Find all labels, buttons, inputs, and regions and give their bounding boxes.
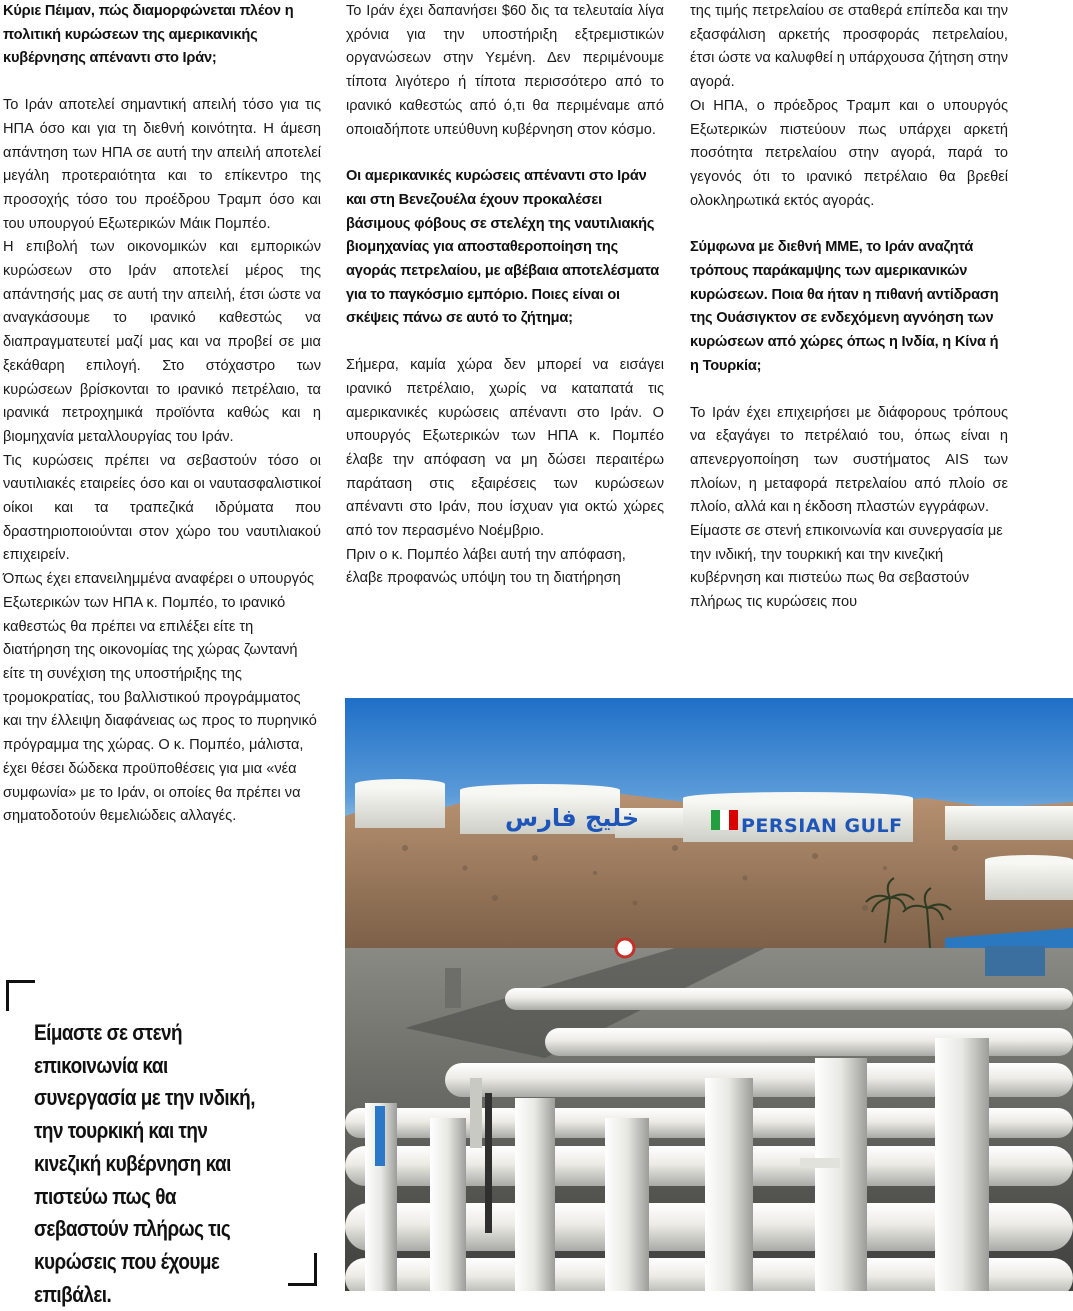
tank-label-farsi: خلیج فارس	[505, 804, 640, 832]
answer-paragraph: Η επιβολή των οικονομικών και εμπορικών κυρώσεων στο Ιράν αποτελεί μέρος της απάντησής μας σε αυτή την απειλή, έτσι ώστε να αναγκάσουμε το ιρανικό καθεστώς να διαπραγματευτεί μαζί μας και να προβεί σε μια ξεκάθαρη επιλογή. Στο στόχαστρο των κυρώσεων βρίσκονται το ιρανικό πετρέλαιο, τα ιρανικά πετροχημικά προϊόντα καθώς και η βιομηχανία μεταλλουργίας του Ιράν.	[3, 239, 321, 445]
oil-terminal-photo	[345, 698, 1073, 1291]
answer-paragraph: Σήμερα, καμία χώρα δεν μπορεί να εισάγει ιρανικό πετρέλαιο, χωρίς να καταπατά τις αμερικανικές κυρώσεις απέναντι στο Ιράν. Ο υπουργός Εξωτερικών των ΗΠΑ κ. Πομπέο έλαβε την απόφαση να μη δώσει περαιτέρω παράταση στις εξαιρέσεις των κυρώσεων απέναντι στο Ιράν, που ίσχυαν για οκτώ χώρες από τον περασμένο Νοέμβριο.	[346, 357, 664, 540]
article-column-2	[346, 0, 664, 591]
quote-corner-bottom-right	[288, 1253, 317, 1286]
answer-paragraph: της τιμής πετρελαίου σε σταθερά επίπεδα και την εξασφάλιση αρκετής προσφοράς πετρελαίου, έτσι ώστε να καλυφθεί η υπάρχουσα ζήτηση στην αγορά.	[690, 3, 1008, 91]
answer-paragraph: Το Ιράν έχει δαπανήσει $60 δις τα τελευταία λίγα χρόνια για την υποστήριξη εξτρεμιστικών οργανώσεων στην Υεμένη. Δεν περιμένουμε τίποτα λιγότερο ή τίποτα περισσότερο από το ιρανικό καθεστώς από ό,τι θα περιμέναμε από οποιαδήποτε υπεύθυνη κυβέρνηση στον κόσμο.	[346, 3, 664, 138]
interview-question-2: Οι αμερικανικές κυρώσεις απέναντι στο Ιράν και στη Βενεζουέλα έχουν προκαλέσει βάσιμους φόβους σε στελέχη της ναυτιλιακής βιομηχανίας για αποσταθεροποίηση της αγοράς πετρελαίου, με αβέβαια αποτελέσματα για το παγκόσμιο εμπόριο. Ποιες είναι οι σκέψεις πάνω σε αυτό το ζήτημα;	[346, 168, 659, 327]
answer-paragraph: Όπως έχει επανειλημμένα αναφέρει ο υπουργός Εξωτερικών των ΗΠΑ κ. Πομπέο, το ιρανικό καθεστώς θα πρέπει να επιλέξει είτε τη διατήρηση της οικονομίας της χώρας ζωντανή είτε τη συνέχιση της υποστήριξης της τρομοκρατίας, του βαλλιστικού προγράμματος και την έλλειψη διαφάνειας ως προς το πυρηνικό πρόγραμμα της χώρας. Ο κ. Πομπέο, μάλιστα, έχει θέσει δώδεκα προϋποθέσεις για μια «νέα συμφωνία» με το Ιράν, οι οποίες θα πρέπει να σηματοδοτούν θεμελιώδεις αλλαγές.	[3, 571, 317, 825]
quote-corner-top-left	[6, 980, 35, 1011]
answer-paragraph: Το Ιράν έχει επιχειρήσει με διάφορους τρόπους να εξαγάγει το πετρέλαιό του, όπως είναι η απενεργοποίηση των συστήματος AIS των πλοίων, η μεταφορά πετρελαίου από πλοίο σε πλοίο, αλλά και η έκδοση πλαστών εγγράφων.	[690, 404, 1008, 516]
answer-paragraph: Πριν ο κ. Πομπέο λάβει αυτή την απόφαση, έλαβε προφανώς υπόψη του τη διατήρηση	[346, 546, 626, 587]
pull-quote-text: Είμαστε σε στενή επικοινωνία και συνεργασία με την ινδική, την τουρκική και την κινεζική κυβέρνηση και πιστεύω πως θα σεβαστούν πλήρως τις κυρώσεις που έχουμε επιβάλει.	[34, 1020, 255, 1307]
pull-quote	[0, 975, 330, 1307]
article-column-3	[690, 0, 1008, 615]
tank-label-english: PERSIAN GULF	[741, 815, 903, 837]
interview-question-3: Σύμφωνα με διεθνή ΜΜΕ, το Ιράν αναζητά τρόπους παράκαμψης των αμερικανικών κυρώσεων. Ποια θα ήταν η πιθανή αντίδραση της Ουάσιγκτον σε ενδεχόμενη αγνόηση των κυρώσεων από χώρες όπως η Ινδία, η Κίνα ή η Τουρκία;	[690, 239, 999, 374]
interview-question-1: Κύριε Πέιμαν, πώς διαμορφώνεται πλέον η πολιτική κυρώσεων της αμερικανικής κυβέρνησης απέναντι στο Ιράν;	[3, 3, 294, 67]
answer-paragraph: Το Ιράν αποτελεί σημαντική απειλή τόσο για τις ΗΠΑ όσο και για τη διεθνή κοινότητα. Η άμεση απάντηση των ΗΠΑ σε αυτή την απειλή αποτελεί μεγάλη προτεραιότητα και το επίκεντρο της προσοχής τόσο του προέδρου Τραμπ όσο και του υπουργού Εξωτερικών Μάικ Πομπέο.	[3, 97, 321, 232]
article-column-1	[3, 0, 321, 829]
answer-paragraph: Τις κυρώσεις πρέπει να σεβαστούν τόσο οι ναυτιλιακές εταιρείες όσο και οι ναυτασφαλιστικοί οίκοι και τα τραπεζικά ιδρύματα που δραστηριοποιούνται στον χώρο του ναυτιλιακού επιχειρείν.	[3, 452, 321, 564]
answer-paragraph: Οι ΗΠΑ, ο πρόεδρος Τραμπ και ο υπουργός Εξωτερικών πιστεύουν πως υπάρχει αρκετή ποσότητα πετρελαίου στην αγορά, παρά το γεγονός ότι το ιρανικό πετρέλαιο θα βρεθεί ολοκληρωτικά εκτός αγοράς.	[690, 97, 1008, 209]
answer-paragraph: Είμαστε σε στενή επικοινωνία και συνεργασία με την ινδική, την τουρκική και την κινεζική κυβέρνηση και πιστεύω πως θα σεβαστούν πλήρως τις κυρώσεις που	[690, 523, 1003, 611]
